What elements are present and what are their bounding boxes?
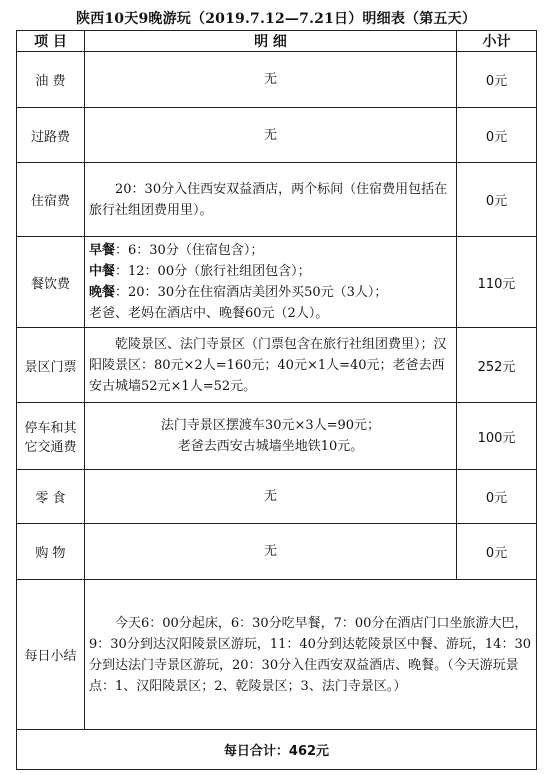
row-summary [17,580,537,730]
dinner-text: ：20：30分在住宿酒店美团外买50元（3人）； [115,285,388,300]
breakfast-text: ：6：30分（住宿包含）； [115,243,264,258]
summary-label: 每日小结 [17,580,85,730]
transport-line-1: 法门寺景区摆渡车30元×3人=90元； [160,418,381,433]
header-detail: 明 细 [85,31,457,52]
toll-detail: 无 [85,108,457,163]
fuel-label: 油 费 [17,52,85,108]
row-dining [17,237,537,328]
header-item: 项 目 [17,31,85,52]
lodging-detail: 20：30分入住西安双益酒店，两个标间（住宿费用包括在旅行社组团费用里）。 [85,163,457,237]
lodging-label: 住宿费 [17,163,85,237]
transport-detail [85,403,457,470]
snacks-label: 零 食 [17,470,85,524]
dining-detail [85,237,457,328]
tickets-detail: 乾陵景区、法门寺景区（门票包含在旅行社组团费里）；汉阳陵景区：80元×2人=160元；40元×1人=40元；老爸去西安古城墙52元×1人=52元。 [85,328,457,403]
daily-total: 每日合计：462元 [17,730,537,770]
lunch-text: ：12：00分（旅行社组团包含）； [115,264,311,279]
transport-line-2: 老爸去西安古城墙坐地铁10元。 [177,439,364,454]
row-tickets [17,328,537,403]
expense-table [16,30,537,770]
row-shopping [17,524,537,580]
header-subtotal: 小计 [457,31,537,52]
row-transport [17,403,537,470]
shopping-detail: 无 [85,524,457,580]
breakfast-label: 早餐 [89,243,116,258]
transport-label: 停车和其它交通费 [17,403,85,470]
fuel-amount: 0元 [457,52,537,108]
shopping-label: 购 物 [17,524,85,580]
row-fuel [17,52,537,108]
tickets-label: 景区门票 [17,328,85,403]
summary-detail: 今天6：00分起床，6：30分吃早餐，7：00分在酒店门口坐旅游大巴，9：30分到达汉阳陵景区游玩，11：40分到达乾陵景区中餐、游玩，14：30分到达法门寺景区游玩，20：30分入住西安双益酒店、晚餐。（今天游玩景点：1、汉阳陵景区；2、乾陵景区；3、法门寺景区。） [85,580,537,730]
dining-amount: 110元 [457,237,537,328]
toll-label: 过路费 [17,108,85,163]
lodging-amount: 0元 [457,163,537,237]
row-lodging [17,163,537,237]
page-title: 陕西10天9晚游玩（2019.7.12—7.21日）明细表（第五天） [75,11,477,27]
fuel-detail: 无 [85,52,457,108]
lunch-label: 中餐 [89,264,116,279]
row-total [17,730,537,770]
row-toll [17,108,537,163]
dining-extra: 老爸、老妈在酒店中、晚餐60元（2人）。 [89,306,329,321]
snacks-detail: 无 [85,470,457,524]
dinner-label: 晚餐 [89,285,116,300]
table-header-row [17,31,537,52]
transport-amount: 100元 [457,403,537,470]
tickets-amount: 252元 [457,328,537,403]
dining-label: 餐饮费 [17,237,85,328]
toll-amount: 0元 [457,108,537,163]
shopping-amount: 0元 [457,524,537,580]
row-snacks [17,470,537,524]
snacks-amount: 0元 [457,470,537,524]
